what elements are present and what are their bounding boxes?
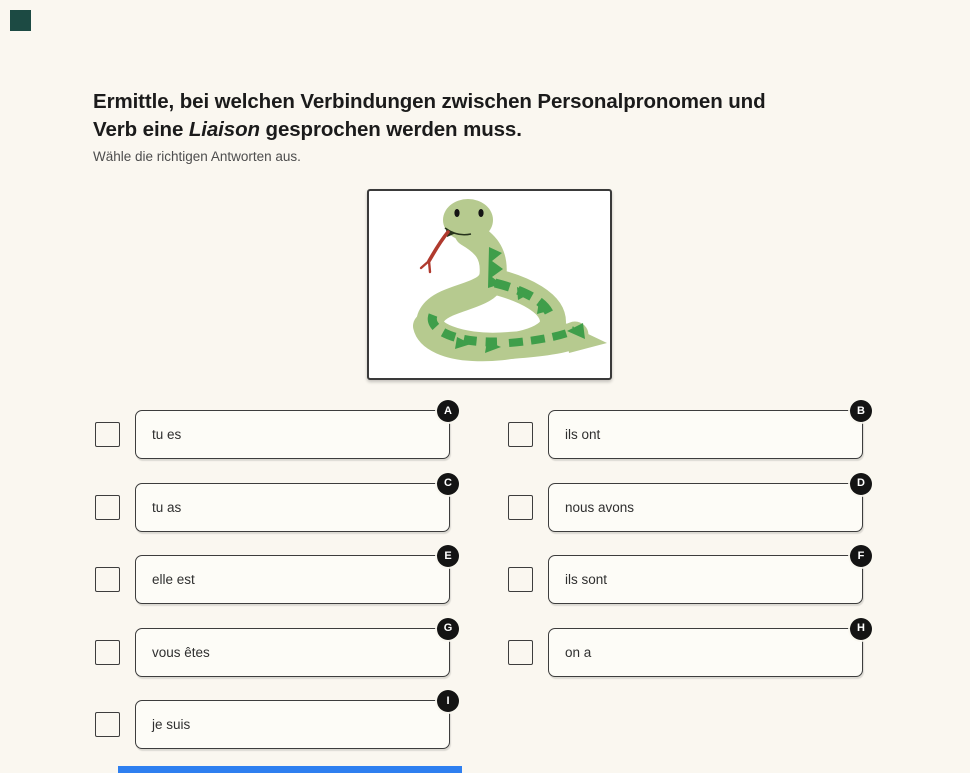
answer-option[interactable]: [135, 549, 452, 604]
task-title-italic-term: Liaison: [188, 118, 260, 141]
answer-letter-badge: F: [850, 545, 872, 567]
snake-illustration: [369, 191, 610, 378]
answer-label: nous avons: [565, 499, 635, 515]
answer-letter-badge: C: [437, 473, 459, 495]
answer-checkbox[interactable]: [95, 495, 120, 520]
answer-letter-badge: H: [850, 618, 872, 640]
answer-row: [93, 549, 459, 605]
answer-checkbox[interactable]: [508, 567, 533, 592]
task-title-line2-pre: Verb eine: [93, 118, 189, 141]
answer-option[interactable]: [135, 694, 450, 749]
answer-label: vous êtes: [152, 644, 210, 660]
task-title: [93, 88, 883, 144]
answer-row: [93, 404, 459, 460]
answer-row: [93, 477, 459, 533]
answer-checkbox[interactable]: [95, 712, 120, 737]
answer-option[interactable]: [135, 477, 452, 532]
answer-label: ils sont: [565, 572, 608, 587]
answer-label: on a: [565, 644, 592, 660]
answer-row: [506, 549, 872, 605]
answer-letter-badge: I: [437, 690, 459, 712]
answer-checkbox[interactable]: [508, 422, 533, 447]
answer-row: [93, 694, 459, 750]
answer-label: tu es: [152, 427, 182, 442]
answer-option[interactable]: [135, 622, 453, 677]
video-progress-bar: [118, 766, 462, 773]
answer-checkbox[interactable]: [95, 567, 120, 592]
answer-checkbox[interactable]: [95, 640, 120, 665]
answer-label: tu as: [152, 499, 182, 515]
answer-checkbox[interactable]: [95, 422, 120, 447]
task-title-line2-post: gesprochen werden muss.: [259, 118, 522, 141]
answer-row: [506, 477, 872, 533]
answer-option[interactable]: [135, 404, 452, 459]
answer-option[interactable]: [548, 549, 865, 604]
answer-row: [506, 622, 872, 678]
answer-label: je suis: [152, 717, 191, 732]
answer-option[interactable]: [548, 477, 865, 532]
answers-column-left: [93, 404, 459, 773]
answer-row: [506, 404, 872, 460]
corner-marker: [10, 10, 31, 31]
answer-option[interactable]: [548, 622, 865, 677]
answer-letter-badge: G: [437, 618, 459, 640]
answer-option[interactable]: [548, 404, 865, 459]
task-instruction: Wähle die richtigen Antworten aus.: [93, 149, 301, 164]
answer-letter-badge: E: [437, 545, 459, 567]
answer-label: elle est: [152, 572, 195, 587]
answer-checkbox[interactable]: [508, 640, 533, 665]
answer-letter-badge: D: [850, 473, 872, 495]
answers-column-right: [506, 404, 872, 700]
answer-letter-badge: B: [850, 400, 872, 422]
answer-letter-badge: A: [437, 400, 459, 422]
task-title-line1: Ermittle, bei welchen Verbindungen zwischen Personalpronomen und: [93, 90, 766, 113]
answer-checkbox[interactable]: [508, 495, 533, 520]
illustration-frame: [367, 189, 612, 380]
answer-label: ils ont: [565, 427, 601, 442]
answer-row: [93, 622, 459, 678]
